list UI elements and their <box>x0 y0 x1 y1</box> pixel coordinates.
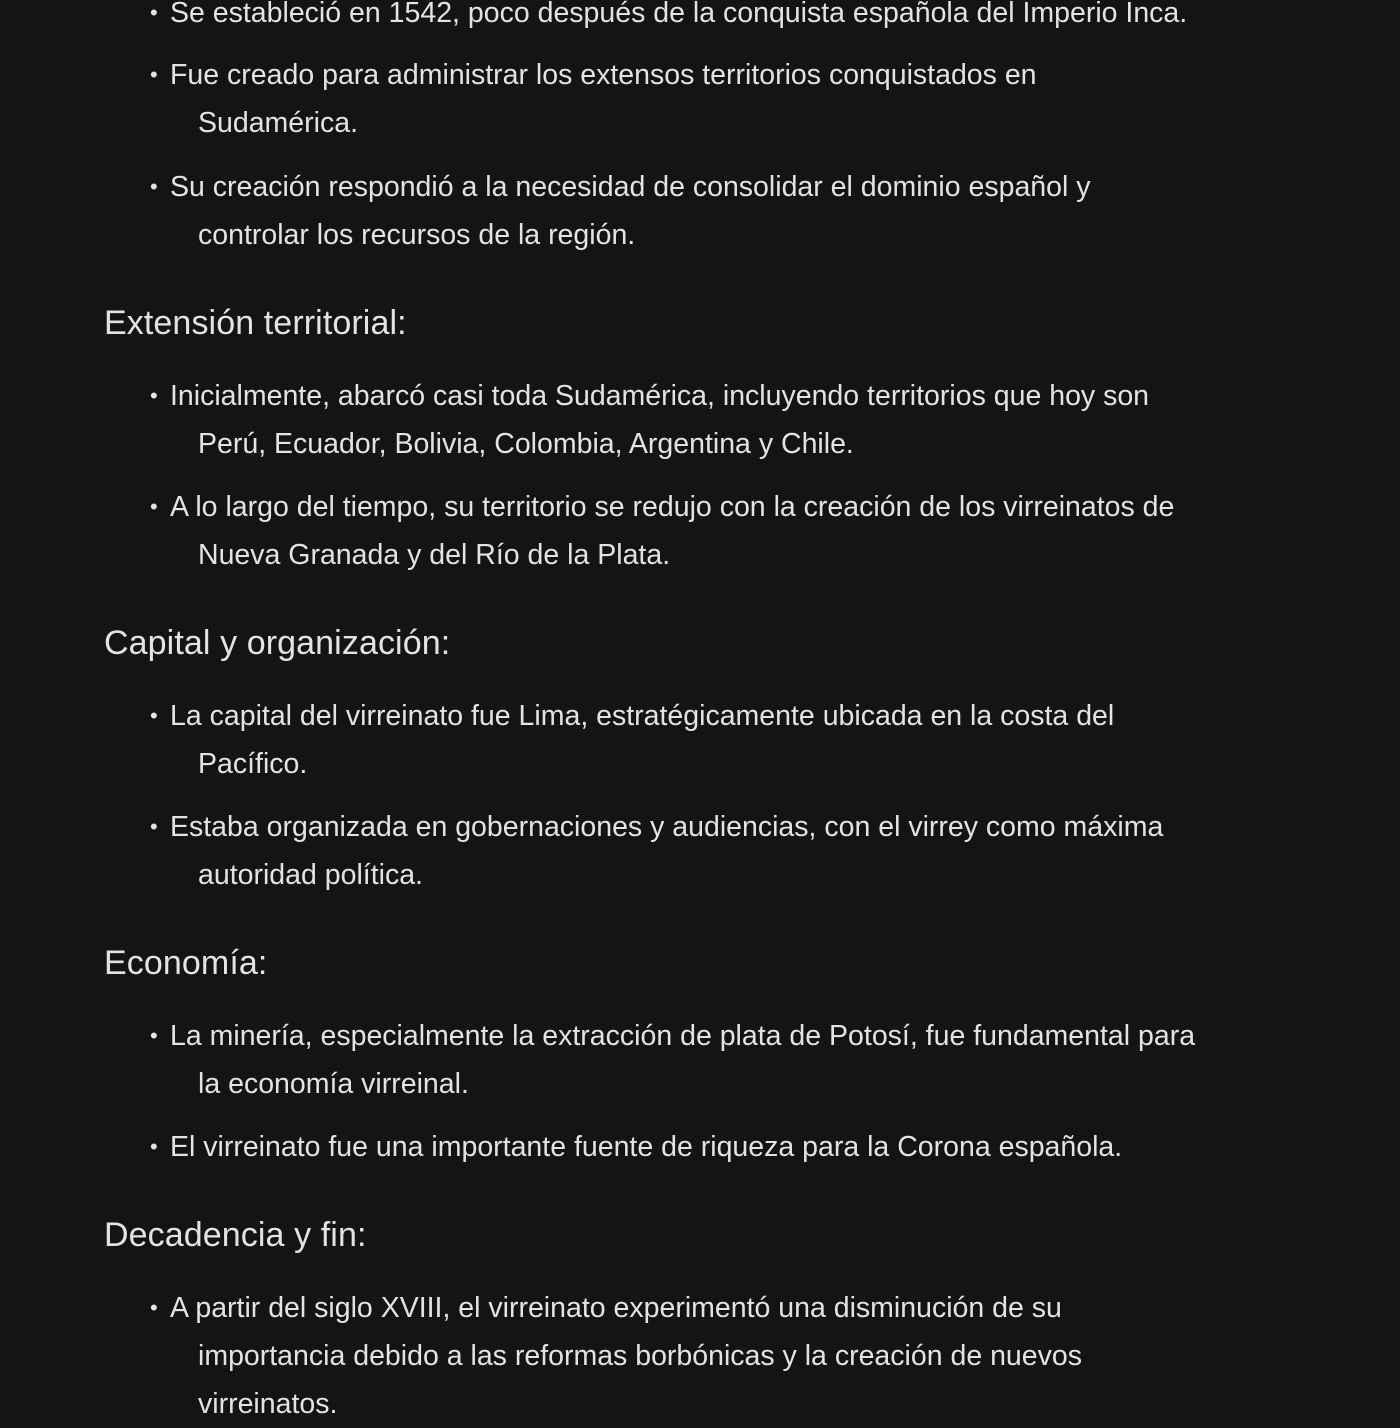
bullet-icon: • <box>150 1023 158 1048</box>
section-heading-decadencia: Decadencia y fin: <box>104 1216 367 1254</box>
list-item-text: Se estableció en 1542, poco después de la conquista española del Imperio Inca. <box>170 0 1188 29</box>
section-heading-economia: Economía: <box>104 944 268 982</box>
list-item-text: Pacífico. <box>198 748 308 780</box>
list-item <box>150 163 1330 259</box>
bullet-icon: • <box>150 1134 158 1159</box>
list-item <box>150 803 1330 899</box>
list-item-text: La minería, especialmente la extracción de plata de Potosí, fue fundamental para <box>170 1020 1196 1052</box>
section-heading-extension: Extensión territorial: <box>104 304 407 342</box>
bullet-icon: • <box>150 494 158 519</box>
list-item <box>150 0 1330 37</box>
list-item-text: Inicialmente, abarcó casi toda Sudamérica, incluyendo territorios que hoy son <box>170 380 1150 412</box>
list-item-text: Estaba organizada en gobernaciones y audiencias, con el virrey como máxima <box>170 811 1164 843</box>
list-item <box>150 1123 1330 1171</box>
list-item-text: A lo largo del tiempo, su territorio se redujo con la creación de los virreinatos de <box>170 491 1175 523</box>
bullet-icon: • <box>150 383 158 408</box>
bullet-icon: • <box>150 703 158 728</box>
list-item <box>150 372 1330 468</box>
list-item-text: importancia debido a las reformas borbónicas y la creación de nuevos <box>198 1340 1082 1372</box>
list-item-text: A partir del siglo XVIII, el virreinato experimentó una disminución de su <box>170 1292 1062 1324</box>
list-item <box>150 1012 1330 1108</box>
list-item-text: Nueva Granada y del Río de la Plata. <box>198 539 671 571</box>
list-item-text: Sudamérica. <box>198 107 358 139</box>
list-item <box>150 692 1330 788</box>
bullet-icon: • <box>150 814 158 839</box>
list-item-text: Perú, Ecuador, Bolivia, Colombia, Argentina y Chile. <box>198 428 854 460</box>
list-item-text: la economía virreinal. <box>198 1068 469 1100</box>
list-item-text: controlar los recursos de la región. <box>198 219 636 251</box>
bullet-icon: • <box>150 62 158 87</box>
list-item <box>150 51 1330 147</box>
list-item-text: La capital del virreinato fue Lima, estratégicamente ubicada en la costa del <box>170 700 1115 732</box>
list-item <box>150 483 1330 579</box>
list-item-text: Su creación respondió a la necesidad de consolidar el dominio español y <box>170 171 1091 203</box>
bullet-icon: • <box>150 1295 158 1320</box>
list-item-text: autoridad política. <box>198 859 423 891</box>
list-item <box>150 1284 1330 1428</box>
list-item-text: El virreinato fue una importante fuente de riqueza para la Corona española. <box>170 1131 1123 1163</box>
list-item-text: Fue creado para administrar los extensos territorios conquistados en <box>170 59 1037 91</box>
bullet-icon: • <box>150 174 158 199</box>
list-item-text: virreinatos. <box>198 1388 338 1420</box>
bullet-icon: • <box>150 0 158 25</box>
section-heading-capital: Capital y organización: <box>104 624 451 662</box>
